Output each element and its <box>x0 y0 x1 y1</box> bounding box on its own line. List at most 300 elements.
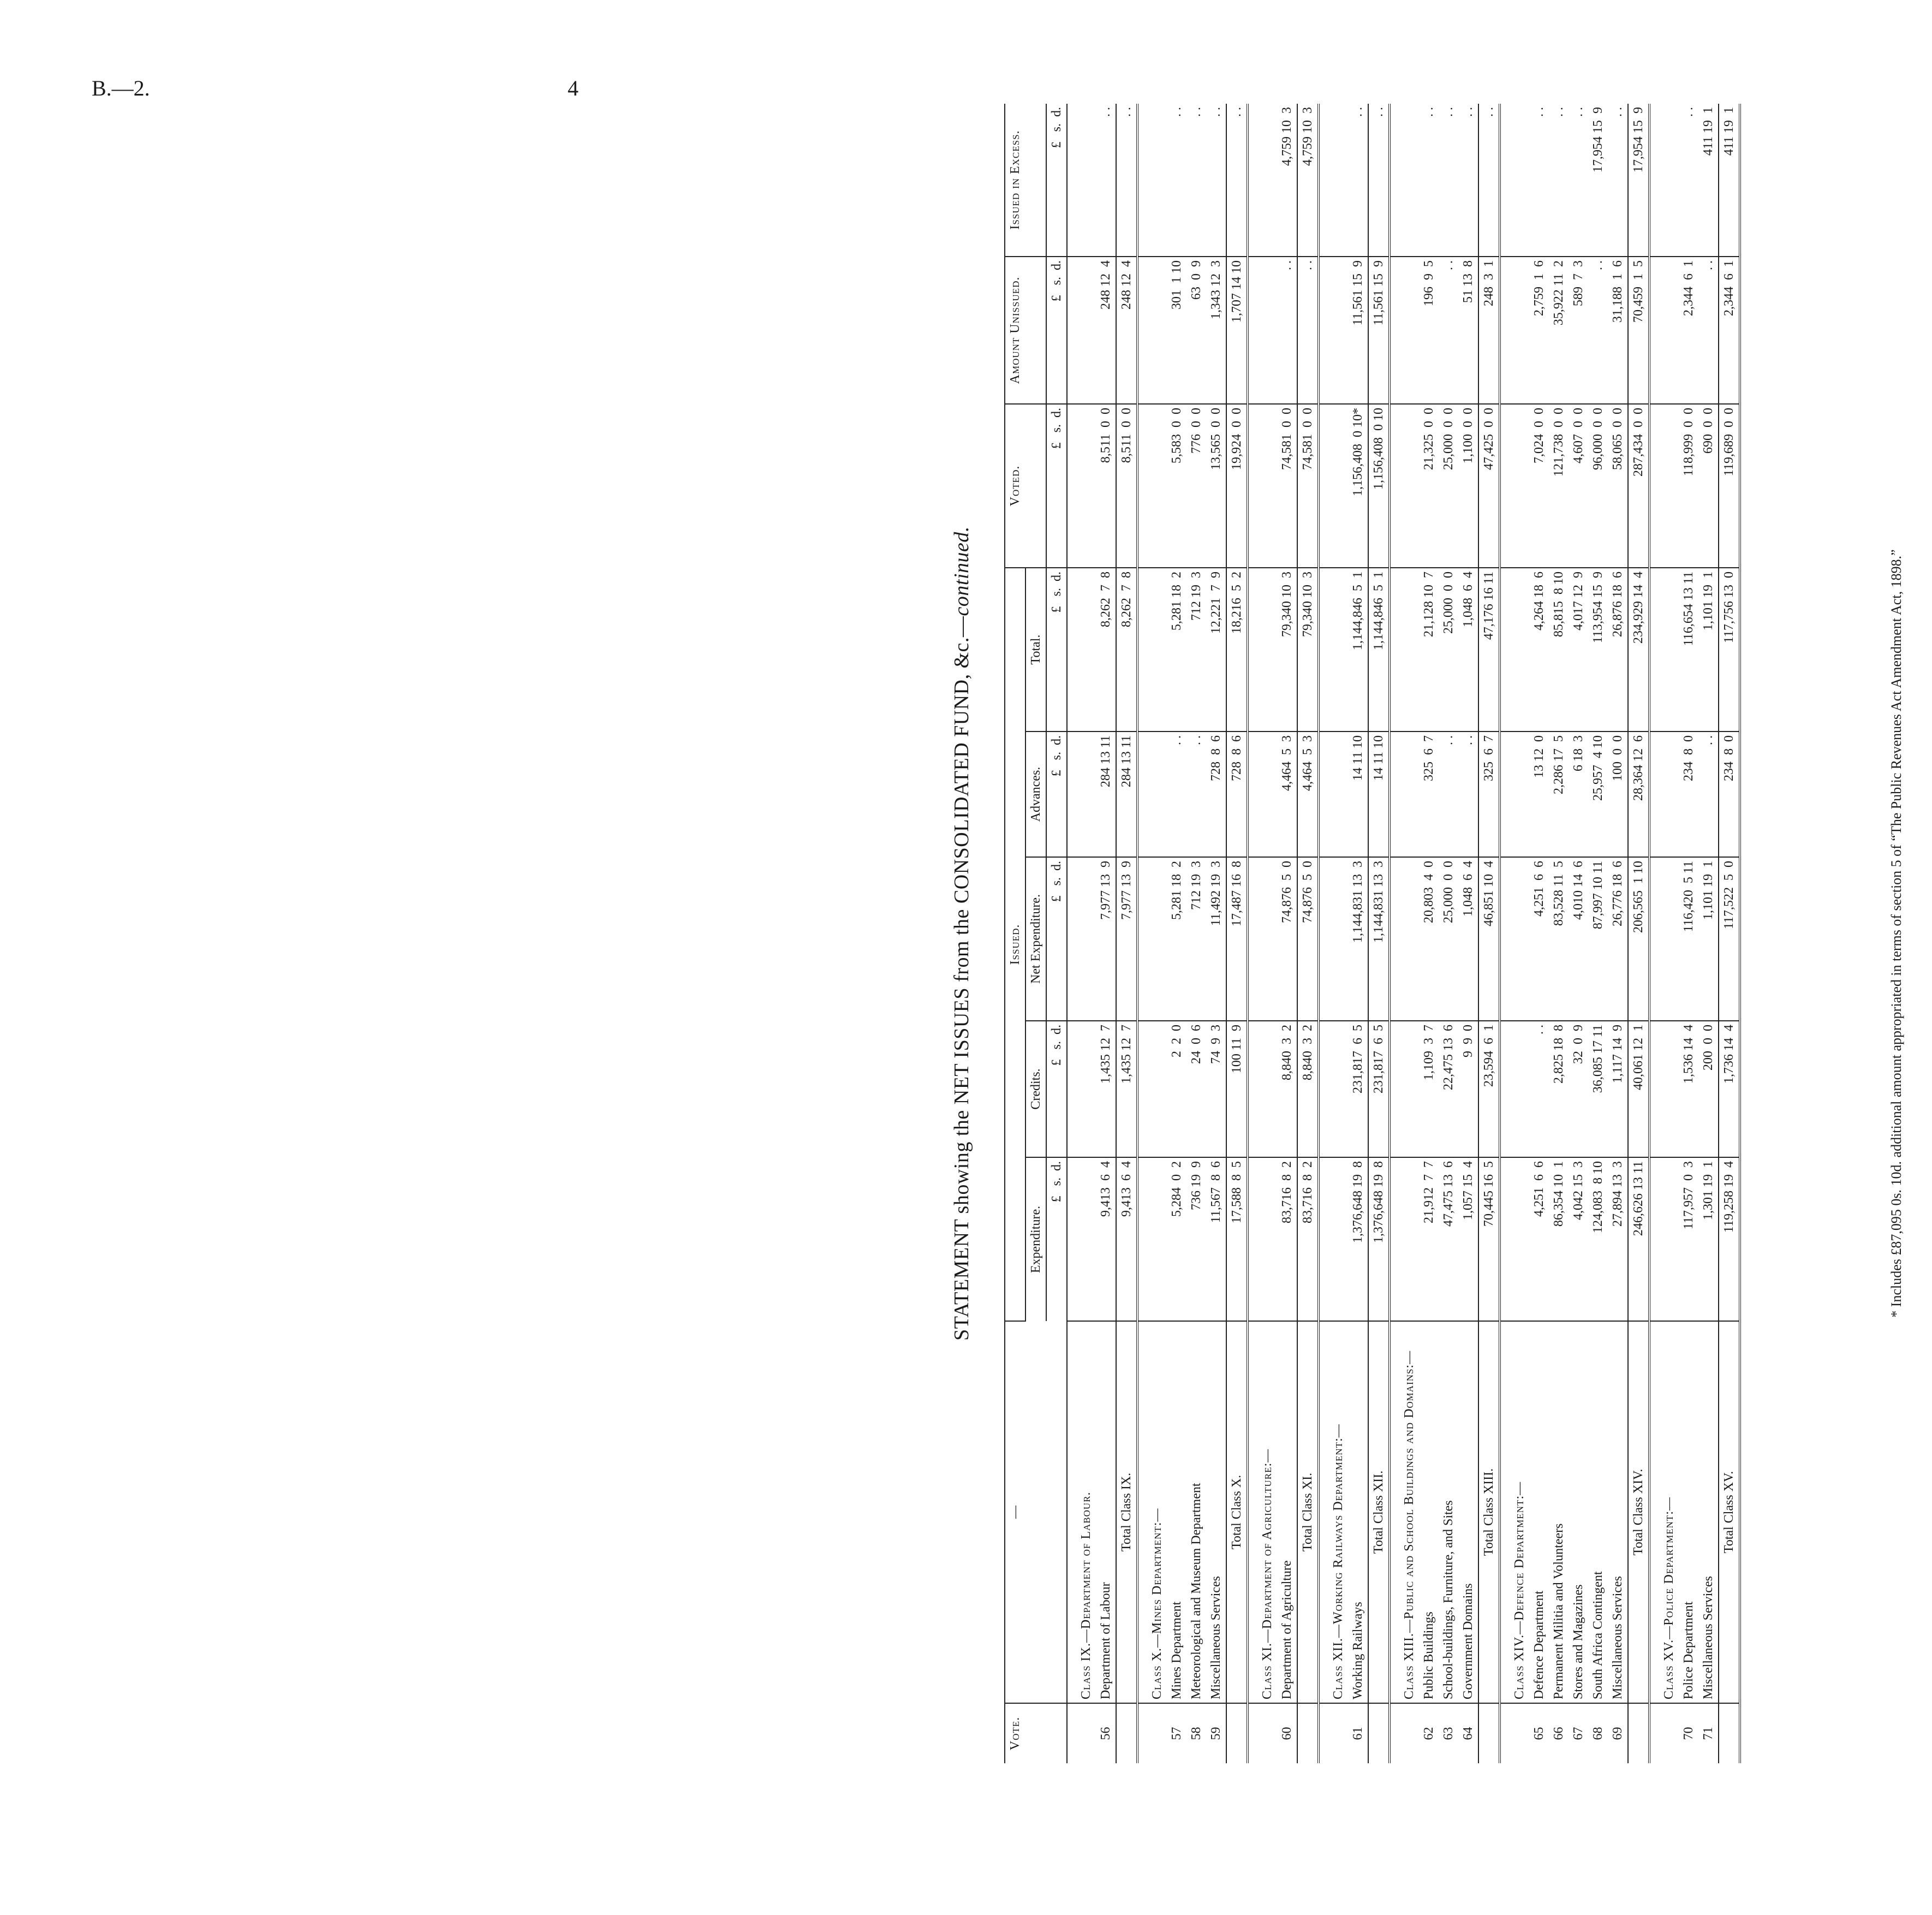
cell-exc <box>1500 104 1529 257</box>
cell-adv: . . <box>1458 731 1478 857</box>
cell-exc: . . <box>1569 104 1588 257</box>
cell-cred: 100 11 9 <box>1226 1021 1248 1157</box>
cell-unis: 248 12 4 <box>1096 257 1116 404</box>
col-advances: Advances. <box>1025 731 1046 857</box>
cell-cred: 231,817 6 5 <box>1348 1021 1368 1157</box>
item-description: Miscellaneous Services <box>1608 1321 1628 1703</box>
total-label: Total Class XII. <box>1368 1321 1390 1703</box>
item-description: South Africa Contingent <box>1588 1321 1608 1703</box>
cell-exp: 1,057 15 4 <box>1458 1157 1478 1321</box>
cell-tot: 116,654 13 11 <box>1679 568 1698 731</box>
table-row <box>1588 104 1608 1763</box>
cell-net: 1,144,831 13 3 <box>1368 857 1390 1021</box>
cell-cred: 1,109 3 7 <box>1419 1021 1439 1157</box>
class-heading: Class XIII.—Public and School Buildings and Domains:— <box>1390 1321 1419 1703</box>
item-description: Department of Labour <box>1096 1321 1116 1703</box>
item-description: Stores and Magazines <box>1569 1321 1588 1703</box>
cell-exp: 1,301 19 1 <box>1698 1157 1719 1321</box>
col-expenditure: Expenditure. <box>1025 1157 1046 1321</box>
cell-cred: 32 0 9 <box>1569 1021 1588 1157</box>
cell-voted: 4,607 0 0 <box>1569 404 1588 568</box>
cell-tot: 18,216 5 2 <box>1226 568 1248 731</box>
cell-net: 11,492 19 3 <box>1206 857 1226 1021</box>
cell-tot: 79,340 10 3 <box>1297 568 1319 731</box>
cell-unis <box>1248 257 1277 404</box>
cell-net: 17,487 16 8 <box>1226 857 1248 1021</box>
cell-cred: 231,817 6 5 <box>1368 1021 1390 1157</box>
cell-cred <box>1390 1021 1419 1157</box>
col-total: Total. <box>1025 568 1046 731</box>
item-description: School-buildings, Furniture, and Sites <box>1439 1321 1458 1703</box>
table-row <box>1679 104 1698 1763</box>
total-label: Total Class XIII. <box>1478 1321 1500 1703</box>
cell-adv: 14 11 10 <box>1368 731 1390 857</box>
total-label: Total Class XI. <box>1297 1321 1319 1703</box>
cell-exc <box>1067 104 1096 257</box>
cell-net: 7,977 13 9 <box>1096 857 1116 1021</box>
class-heading-row <box>1248 104 1277 1763</box>
cell-voted <box>1319 404 1348 568</box>
cell-cred: 2,825 18 8 <box>1549 1021 1569 1157</box>
cell-tot: 4,264 18 6 <box>1529 568 1549 731</box>
vote-number <box>1248 1703 1277 1763</box>
cell-cred: 8,840 3 2 <box>1297 1021 1319 1157</box>
unit-advances: £ s. d. <box>1046 731 1067 857</box>
vote-number: 67 <box>1571 1727 1585 1740</box>
cell-exc: . . <box>1096 104 1116 257</box>
item-description: Meteorological and Museum Department <box>1186 1321 1206 1703</box>
cell-adv: 100 0 0 <box>1608 731 1628 857</box>
cell-unis: 2,759 1 6 <box>1529 257 1549 404</box>
unit-voted: £ s. d. <box>1046 404 1067 568</box>
cell-cred: 1,736 14 4 <box>1719 1021 1740 1157</box>
vote-number <box>1649 1703 1679 1763</box>
col-credits: Credits. <box>1025 1021 1046 1157</box>
cell-unis: . . <box>1297 257 1319 404</box>
cell-voted <box>1649 404 1679 568</box>
cell-tot: 79,340 10 3 <box>1277 568 1297 731</box>
cell-adv: 6 18 3 <box>1569 731 1588 857</box>
cell-cred: 24 0 6 <box>1186 1021 1206 1157</box>
cell-cred: 1,536 14 4 <box>1679 1021 1698 1157</box>
cell-cred <box>1319 1021 1348 1157</box>
cell-unis: 51 13 8 <box>1458 257 1478 404</box>
cell-voted: 8,511 0 0 <box>1096 404 1116 568</box>
cell-tot: 1,048 6 4 <box>1458 568 1478 731</box>
footnote: * Includes £87,095 0s. 10d. additional amount appropriated in terms of section 5 of “The Public Revenues Act Amendment Act, 1898.” <box>1888 549 1904 1318</box>
cell-net <box>1390 857 1419 1021</box>
total-row <box>1628 104 1649 1763</box>
cell-tot: 234,929 14 4 <box>1628 568 1649 731</box>
cell-cred: . . <box>1529 1021 1549 1157</box>
cell-adv: 4,464 5 3 <box>1277 731 1297 857</box>
cell-exc: . . <box>1116 104 1137 257</box>
col-net-expenditure: Net Expenditure. <box>1025 857 1046 1021</box>
item-description: Department of Agriculture <box>1277 1321 1297 1703</box>
cell-cred: 1,435 12 7 <box>1096 1021 1116 1157</box>
cell-exc <box>1390 104 1419 257</box>
vote-number <box>1226 1703 1248 1763</box>
cell-exp: 9,413 6 4 <box>1096 1157 1116 1321</box>
table-row <box>1167 104 1186 1763</box>
item-description: Miscellaneous Services <box>1206 1321 1226 1703</box>
cell-voted <box>1500 404 1529 568</box>
cell-exp <box>1319 1157 1348 1321</box>
cell-tot: 85,815 8 10 <box>1549 568 1569 731</box>
vote-number: 66 <box>1552 1727 1566 1740</box>
table-row <box>1608 104 1628 1763</box>
cell-exp: 246,626 13 11 <box>1628 1157 1649 1321</box>
cell-tot: 26,876 18 6 <box>1608 568 1628 731</box>
table-row <box>1529 104 1549 1763</box>
cell-exc: . . <box>1167 104 1186 257</box>
cell-exp: 47,475 13 6 <box>1439 1157 1458 1321</box>
class-heading: Class XIV.—Defence Department:— <box>1500 1321 1529 1703</box>
cell-net: 25,000 0 0 <box>1439 857 1458 1021</box>
cell-voted <box>1067 404 1096 568</box>
table-row <box>1186 104 1206 1763</box>
cell-adv: 13 12 0 <box>1529 731 1549 857</box>
cell-tot <box>1137 568 1167 731</box>
cell-adv: 728 8 6 <box>1226 731 1248 857</box>
cell-cred: 200 0 0 <box>1698 1021 1719 1157</box>
cell-voted: 690 0 0 <box>1698 404 1719 568</box>
cell-adv: 2,286 17 5 <box>1549 731 1569 857</box>
cell-net: 206,565 1 10 <box>1628 857 1649 1021</box>
item-description: Police Department <box>1679 1321 1698 1703</box>
cell-net: 712 19 3 <box>1186 857 1206 1021</box>
vote-number: 61 <box>1351 1727 1365 1740</box>
class-heading: Class XII.—Working Railways Department:— <box>1319 1321 1348 1703</box>
cell-adv: 28,364 12 6 <box>1628 731 1649 857</box>
vote-number: 58 <box>1189 1727 1203 1740</box>
cell-net: 116,420 5 11 <box>1679 857 1698 1021</box>
cell-cred: 8,840 3 2 <box>1277 1021 1297 1157</box>
item-description: Mines Department <box>1167 1321 1186 1703</box>
total-label: Total Class XV. <box>1719 1321 1740 1703</box>
cell-voted: 776 0 0 <box>1186 404 1206 568</box>
cell-unis: 11,561 15 9 <box>1348 257 1368 404</box>
cell-net <box>1319 857 1348 1021</box>
cell-tot: 21,128 10 7 <box>1419 568 1439 731</box>
col-issued: Issued. <box>1005 568 1025 1321</box>
table-row <box>1277 104 1297 1763</box>
cell-tot: 117,756 13 0 <box>1719 568 1740 731</box>
vote-number <box>1368 1703 1390 1763</box>
cell-net <box>1248 857 1277 1021</box>
cell-exc: 17,954 15 9 <box>1588 104 1608 257</box>
item-description: Permanent Militia and Volunteers <box>1549 1321 1569 1703</box>
cell-tot: 25,000 0 0 <box>1439 568 1458 731</box>
vote-number <box>1478 1703 1500 1763</box>
cell-net <box>1137 857 1167 1021</box>
unit-net: £ s. d. <box>1046 857 1067 1021</box>
cell-cred: 36,085 17 11 <box>1588 1021 1608 1157</box>
cell-unis: 248 12 4 <box>1116 257 1137 404</box>
cell-exp: 4,251 6 6 <box>1529 1157 1549 1321</box>
cell-adv <box>1390 731 1419 857</box>
vote-number: 60 <box>1280 1727 1294 1740</box>
cell-net: 7,977 13 9 <box>1116 857 1137 1021</box>
cell-net: 26,776 18 6 <box>1608 857 1628 1021</box>
class-heading-row <box>1067 104 1096 1763</box>
cell-adv: . . <box>1439 731 1458 857</box>
class-heading: Class X.—Mines Department:— <box>1137 1321 1167 1703</box>
table-row <box>1439 104 1458 1763</box>
class-heading: Class IX.—Department of Labour. <box>1067 1321 1096 1703</box>
unit-credits: £ s. d. <box>1046 1021 1067 1157</box>
cell-voted: 74,581 0 0 <box>1297 404 1319 568</box>
table-row <box>1569 104 1588 1763</box>
cell-exc: . . <box>1608 104 1628 257</box>
statement-title <box>950 104 974 1763</box>
cell-voted: 1,100 0 0 <box>1458 404 1478 568</box>
cell-exp: 124,083 8 10 <box>1588 1157 1608 1321</box>
cell-exp <box>1248 1157 1277 1321</box>
cell-adv: 325 6 7 <box>1419 731 1439 857</box>
cell-exp <box>1390 1157 1419 1321</box>
total-row <box>1368 104 1390 1763</box>
item-description: Working Railways <box>1348 1321 1368 1703</box>
cell-net: 5,281 18 2 <box>1167 857 1186 1021</box>
cell-voted: 19,924 0 0 <box>1226 404 1248 568</box>
cell-unis: . . <box>1588 257 1608 404</box>
cell-adv: 728 8 6 <box>1206 731 1226 857</box>
class-heading: Class XV.—Police Department:— <box>1649 1321 1679 1703</box>
class-heading-row <box>1137 104 1167 1763</box>
cell-exp: 11,567 8 6 <box>1206 1157 1226 1321</box>
cell-adv <box>1319 731 1348 857</box>
cell-exc <box>1248 104 1277 257</box>
total-row <box>1719 104 1740 1763</box>
table-row <box>1458 104 1478 1763</box>
cell-exp: 1,376,648 19 8 <box>1368 1157 1390 1321</box>
cell-voted: 119,689 0 0 <box>1719 404 1740 568</box>
cell-unis: 2,344 6 1 <box>1679 257 1698 404</box>
cell-net: 74,876 5 0 <box>1277 857 1297 1021</box>
vote-number: 70 <box>1681 1727 1696 1740</box>
cell-exp: 9,413 6 4 <box>1116 1157 1137 1321</box>
cell-voted: 7,024 0 0 <box>1529 404 1549 568</box>
cell-voted: 121,738 0 0 <box>1549 404 1569 568</box>
cell-net: 1,048 6 4 <box>1458 857 1478 1021</box>
cell-unis: 11,561 15 9 <box>1368 257 1390 404</box>
cell-adv: . . <box>1698 731 1719 857</box>
cell-adv: 234 8 0 <box>1679 731 1698 857</box>
cell-exc: . . <box>1529 104 1549 257</box>
cell-unis: 196 9 5 <box>1419 257 1439 404</box>
cell-adv: 25,957 4 10 <box>1588 731 1608 857</box>
item-description: Government Domains <box>1458 1321 1478 1703</box>
vote-number: 68 <box>1591 1727 1605 1740</box>
cell-tot: 47,176 16 11 <box>1478 568 1500 731</box>
cell-unis: 301 1 10 <box>1167 257 1186 404</box>
col-excess: Issued in Excess. <box>1005 104 1046 257</box>
title-continued: continued. <box>950 526 973 616</box>
cell-voted: 1,156,408 0 10* <box>1348 404 1368 568</box>
cell-exc: 411 19 1 <box>1719 104 1740 257</box>
class-heading-row <box>1390 104 1419 1763</box>
page-header-left: B.—2. <box>92 76 150 100</box>
col-voted: Voted. <box>1005 404 1046 568</box>
class-heading-row <box>1500 104 1529 1763</box>
cell-voted: 74,581 0 0 <box>1277 404 1297 568</box>
cell-exp: 1,376,648 19 8 <box>1348 1157 1368 1321</box>
table-row <box>1549 104 1569 1763</box>
unit-excess: £ s. d. <box>1046 104 1067 257</box>
vote-number <box>1719 1703 1740 1763</box>
cell-exc: 411 19 1 <box>1698 104 1719 257</box>
cell-exp: 86,354 10 1 <box>1549 1157 1569 1321</box>
col-vote: Vote. <box>1005 1703 1067 1763</box>
cell-cred <box>1137 1021 1167 1157</box>
cell-tot: 4,017 12 9 <box>1569 568 1588 731</box>
item-description: Miscellaneous Services <box>1698 1321 1719 1703</box>
vote-number: 62 <box>1422 1727 1436 1740</box>
cell-exp: 17,588 8 5 <box>1226 1157 1248 1321</box>
cell-cred: 74 9 3 <box>1206 1021 1226 1157</box>
unit-total: £ s. d. <box>1046 568 1067 731</box>
vote-number <box>1319 1703 1348 1763</box>
total-row <box>1478 104 1500 1763</box>
cell-exc: 4,759 10 3 <box>1297 104 1319 257</box>
cell-adv: 325 6 7 <box>1478 731 1500 857</box>
cell-adv: . . <box>1167 731 1186 857</box>
cell-exp: 5,284 0 2 <box>1167 1157 1186 1321</box>
class-heading-row <box>1319 104 1348 1763</box>
vote-number <box>1500 1703 1529 1763</box>
total-row <box>1116 104 1137 1763</box>
cell-tot <box>1500 568 1529 731</box>
unit-unissued: £ s. d. <box>1046 257 1067 404</box>
cell-exc <box>1319 104 1348 257</box>
vote-number: 64 <box>1461 1727 1475 1740</box>
table-row <box>1096 104 1116 1763</box>
cell-unis <box>1390 257 1419 404</box>
cell-tot: 5,281 18 2 <box>1167 568 1186 731</box>
cell-exp: 70,445 16 5 <box>1478 1157 1500 1321</box>
cell-unis: 248 3 1 <box>1478 257 1500 404</box>
cell-cred <box>1248 1021 1277 1157</box>
cell-voted: 96,000 0 0 <box>1588 404 1608 568</box>
cell-net <box>1500 857 1529 1021</box>
cell-tot: 1,144,846 5 1 <box>1368 568 1390 731</box>
table-row <box>1419 104 1439 1763</box>
cell-net: 87,997 10 11 <box>1588 857 1608 1021</box>
cell-voted <box>1248 404 1277 568</box>
cell-exc <box>1649 104 1679 257</box>
cell-unis <box>1649 257 1679 404</box>
cell-exp: 83,716 8 2 <box>1277 1157 1297 1321</box>
cell-voted: 5,583 0 0 <box>1167 404 1186 568</box>
total-label: Total Class IX. <box>1116 1321 1137 1703</box>
cell-tot <box>1319 568 1348 731</box>
cell-unis: . . <box>1277 257 1297 404</box>
cell-exc: . . <box>1186 104 1206 257</box>
cell-unis <box>1319 257 1348 404</box>
vote-number: 71 <box>1701 1727 1715 1740</box>
cell-cred: 1,435 12 7 <box>1116 1021 1137 1157</box>
cell-unis: . . <box>1698 257 1719 404</box>
cell-cred: 1,117 14 9 <box>1608 1021 1628 1157</box>
col-unissued: Amount Unissued. <box>1005 257 1046 404</box>
cell-exc: . . <box>1368 104 1390 257</box>
vote-number <box>1116 1703 1137 1763</box>
cell-cred <box>1500 1021 1529 1157</box>
cell-net: 46,851 10 4 <box>1478 857 1500 1021</box>
cell-unis: 2,344 6 1 <box>1719 257 1740 404</box>
cell-unis: 70,459 1 5 <box>1628 257 1649 404</box>
cell-exc: . . <box>1439 104 1458 257</box>
cell-adv <box>1137 731 1167 857</box>
item-description: Defence Department <box>1529 1321 1549 1703</box>
cell-unis: . . <box>1439 257 1458 404</box>
cell-unis: 1,343 12 3 <box>1206 257 1226 404</box>
cell-adv <box>1649 731 1679 857</box>
cell-cred: 2 2 0 <box>1167 1021 1186 1157</box>
cell-tot <box>1390 568 1419 731</box>
cell-net: 74,876 5 0 <box>1297 857 1319 1021</box>
cell-voted: 118,999 0 0 <box>1679 404 1698 568</box>
unit-expenditure: £ s. d. <box>1046 1157 1067 1321</box>
cell-voted: 287,434 0 0 <box>1628 404 1649 568</box>
cell-voted: 1,156,408 0 10 <box>1368 404 1390 568</box>
cell-exp: 83,716 8 2 <box>1297 1157 1319 1321</box>
cell-exc: . . <box>1419 104 1439 257</box>
cell-unis: 63 0 9 <box>1186 257 1206 404</box>
total-label: Total Class XIV. <box>1628 1321 1649 1703</box>
cell-voted: 25,000 0 0 <box>1439 404 1458 568</box>
cell-cred: 23,594 6 1 <box>1478 1021 1500 1157</box>
cell-exp: 4,042 15 3 <box>1569 1157 1588 1321</box>
cell-exc: . . <box>1348 104 1368 257</box>
cell-tot: 12,221 7 9 <box>1206 568 1226 731</box>
cell-cred: 9 9 0 <box>1458 1021 1478 1157</box>
cell-net: 1,144,831 13 3 <box>1348 857 1368 1021</box>
cell-cred: 22,475 13 6 <box>1439 1021 1458 1157</box>
vote-number <box>1067 1703 1096 1763</box>
vote-number <box>1297 1703 1319 1763</box>
statement-table <box>1004 104 1741 1763</box>
cell-adv: 4,464 5 3 <box>1297 731 1319 857</box>
cell-adv: . . <box>1186 731 1206 857</box>
cell-exp <box>1500 1157 1529 1321</box>
cell-cred: 40,061 12 1 <box>1628 1021 1649 1157</box>
cell-cred <box>1067 1021 1096 1157</box>
cell-exp: 21,912 7 7 <box>1419 1157 1439 1321</box>
table-row <box>1206 104 1226 1763</box>
cell-exp <box>1067 1157 1096 1321</box>
cell-unis <box>1067 257 1096 404</box>
cell-voted: 58,065 0 0 <box>1608 404 1628 568</box>
cell-voted: 13,565 0 0 <box>1206 404 1226 568</box>
title-main: STATEMENT showing the NET ISSUES from the CONSOLIDATED FUND, &c.— <box>950 616 973 1341</box>
cell-tot <box>1248 568 1277 731</box>
cell-exc: . . <box>1679 104 1698 257</box>
cell-tot <box>1067 568 1096 731</box>
cell-tot: 1,144,846 5 1 <box>1348 568 1368 731</box>
vote-number <box>1628 1703 1649 1763</box>
col-description: — <box>1005 1321 1067 1703</box>
cell-voted: 21,325 0 0 <box>1419 404 1439 568</box>
total-row <box>1226 104 1248 1763</box>
item-description: Public Buildings <box>1419 1321 1439 1703</box>
cell-unis: 35,922 11 2 <box>1549 257 1569 404</box>
cell-exc <box>1137 104 1167 257</box>
cell-voted <box>1137 404 1167 568</box>
cell-tot <box>1649 568 1679 731</box>
cell-net: 4,251 6 6 <box>1529 857 1549 1021</box>
